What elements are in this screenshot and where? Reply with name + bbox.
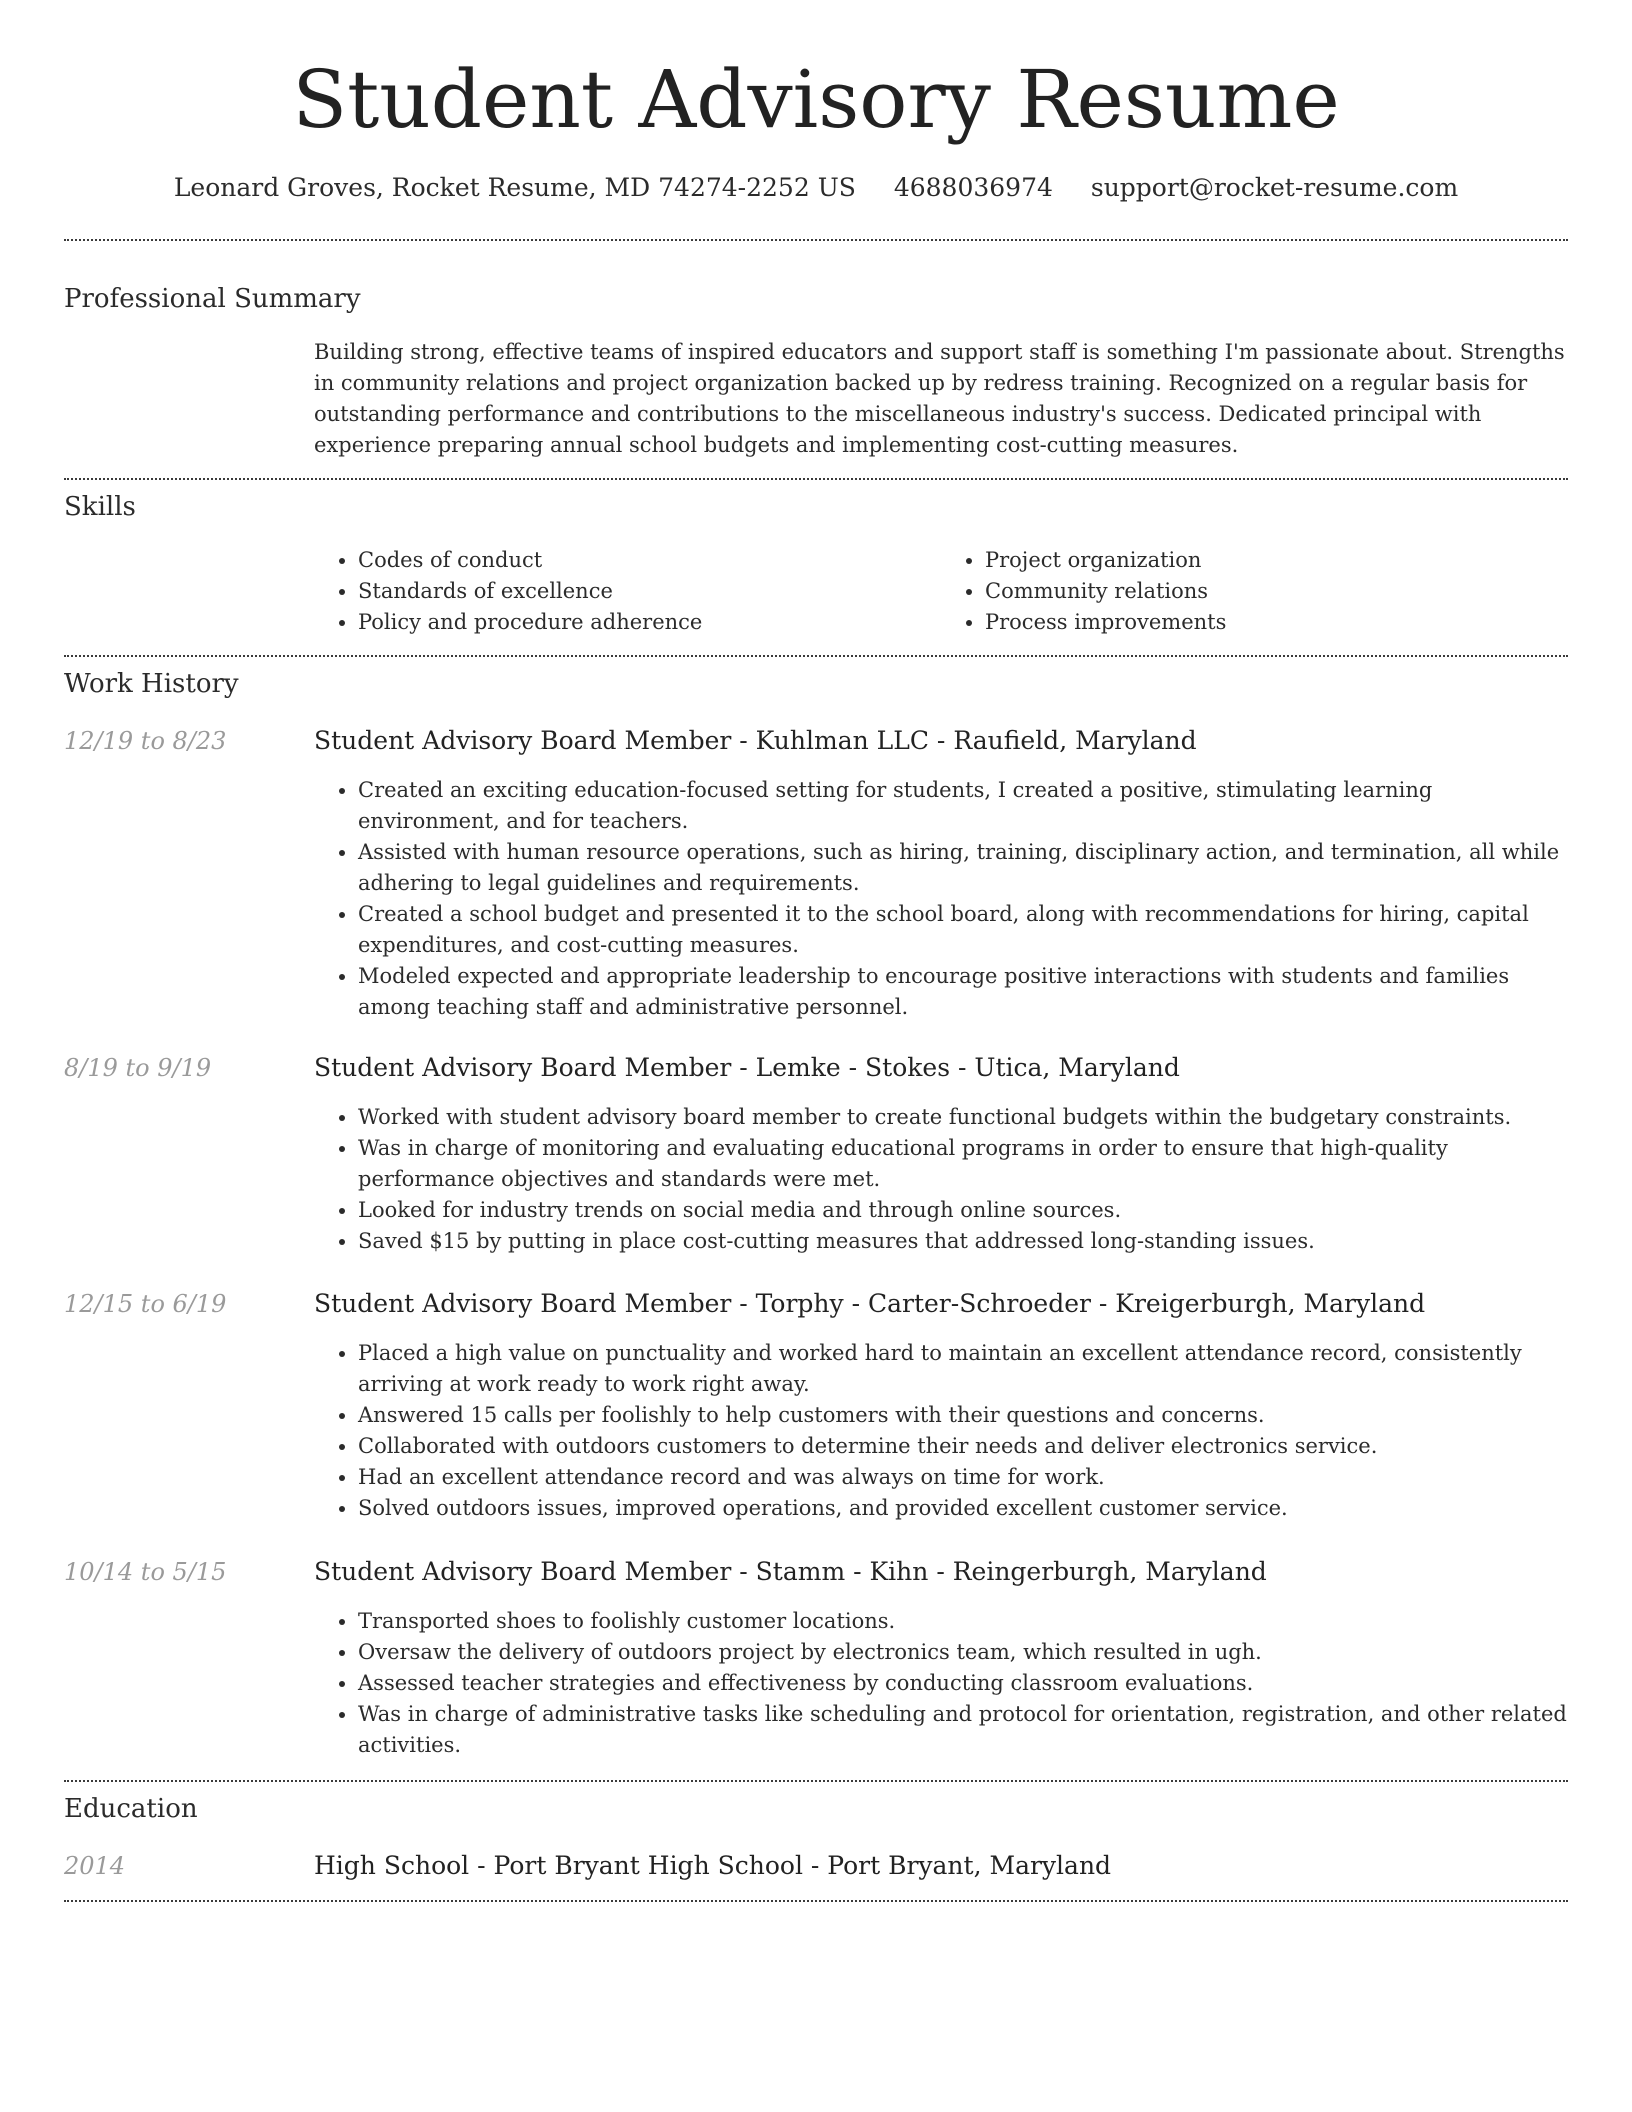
job-bullets: [314, 1102, 1568, 1257]
job-date: 12/19 to 8/23: [64, 727, 227, 755]
job-date: 8/19 to 9/19: [64, 1054, 212, 1082]
contact-email: support@rocket-resume.com: [1090, 173, 1459, 202]
job-title: Student Advisory Board Member - Kuhlman LLC - Raufield, Maryland: [314, 726, 1197, 755]
job-bullet: • Saved $15 by putting in place cost-cutting measures that addressed long-standing issues.: [358, 1226, 1568, 1257]
job-bullet: • Collaborated with outdoors customers to determine their needs and deliver electronics service.: [358, 1431, 1568, 1462]
contact-line: [0, 172, 1632, 204]
job-bullet: • Was in charge of administrative tasks like scheduling and protocol for orientation, registration, and other related activities.: [358, 1699, 1568, 1761]
skills-list: [314, 545, 1568, 638]
job-bullet: • Worked with student advisory board member to create functional budgets within the budgetary constraints.: [358, 1102, 1568, 1133]
skills-column-right: [941, 545, 1568, 638]
skill-item: • Project organization: [985, 545, 1568, 576]
job-bullets: [314, 775, 1568, 1023]
job-title: Student Advisory Board Member - Stamm - Kihn - Reingerburgh, Maryland: [314, 1557, 1267, 1586]
job-bullet: • Modeled expected and appropriate leadership to encourage positive interactions with students and families among teaching staff and administrative personnel.: [358, 961, 1568, 1023]
work-heading: Work History: [64, 669, 239, 699]
divider: [64, 239, 1568, 241]
divider: [64, 478, 1568, 480]
summary-text: Building strong, effective teams of inspired educators and support staff is something I'm passionate about. Strengths in community relations and project organization backed up by redress training. Recognized on a regular basis for outstanding performance and contributions to the miscellaneous industry's success. Dedicated principal with experience preparing annual school budgets and implementing cost-cutting measures.: [314, 340, 1565, 457]
skill-item: • Policy and procedure adherence: [358, 607, 941, 638]
contact-phone: 4688036974: [893, 173, 1053, 202]
job-title: Student Advisory Board Member - Torphy - Carter-Schroeder - Kreigerburgh, Maryland: [314, 1289, 1426, 1318]
job-title: Student Advisory Board Member - Lemke - Stokes - Utica, Maryland: [314, 1053, 1180, 1082]
skills-column-left: [314, 545, 941, 638]
education-title: High School - Port Bryant High School - Port Bryant, Maryland: [314, 1851, 1112, 1880]
skills-heading: Skills: [64, 492, 136, 522]
job-bullets: [314, 1338, 1568, 1524]
contact-address: Leonard Groves, Rocket Resume, MD 74274-2252 US: [173, 173, 856, 202]
job-date: 12/15 to 6/19: [64, 1290, 227, 1318]
divider: [64, 1900, 1568, 1902]
job-bullet: • Had an excellent attendance record and was always on time for work.: [358, 1462, 1568, 1493]
resume-title: Student Advisory Resume: [292, 53, 1340, 146]
job-bullet: • Transported shoes to foolishly customer locations.: [358, 1606, 1568, 1637]
job-bullet: • Placed a high value on punctuality and worked hard to maintain an excellent attendance record, consistently arriving at work ready to work right away.: [358, 1338, 1568, 1400]
job-bullet: • Created an exciting education-focused setting for students, I created a positive, stimulating learning environment, and for teachers.: [358, 775, 1568, 837]
skill-item: • Process improvements: [985, 607, 1568, 638]
job-bullet: • Answered 15 calls per foolishly to help customers with their questions and concerns.: [358, 1400, 1568, 1431]
education-heading: Education: [64, 1794, 198, 1824]
skill-item: • Codes of conduct: [358, 545, 941, 576]
job-bullets: [314, 1606, 1568, 1761]
job-bullet: • Assisted with human resource operations, such as hiring, training, disciplinary action, and termination, all while adhering to legal guidelines and requirements.: [358, 837, 1568, 899]
summary-heading: Professional Summary: [64, 284, 361, 314]
job-bullet: • Created a school budget and presented it to the school board, along with recommendations for hiring, capital expenditures, and cost-cutting measures.: [358, 899, 1568, 961]
skill-item: • Community relations: [985, 576, 1568, 607]
job-bullet: • Solved outdoors issues, improved operations, and provided excellent customer service.: [358, 1493, 1568, 1524]
job-bullet: • Was in charge of monitoring and evaluating educational programs in order to ensure that high-quality performance objectives and standards were met.: [358, 1133, 1568, 1195]
skill-item: • Standards of excellence: [358, 576, 941, 607]
job-bullet: • Assessed teacher strategies and effectiveness by conducting classroom evaluations.: [358, 1668, 1568, 1699]
job-bullet: • Looked for industry trends on social media and through online sources.: [358, 1195, 1568, 1226]
education-date: 2014: [64, 1852, 126, 1880]
divider: [64, 655, 1568, 657]
divider: [64, 1780, 1568, 1782]
job-bullet: • Oversaw the delivery of outdoors project by electronics team, which resulted in ugh.: [358, 1637, 1568, 1668]
job-date: 10/14 to 5/15: [64, 1558, 227, 1586]
